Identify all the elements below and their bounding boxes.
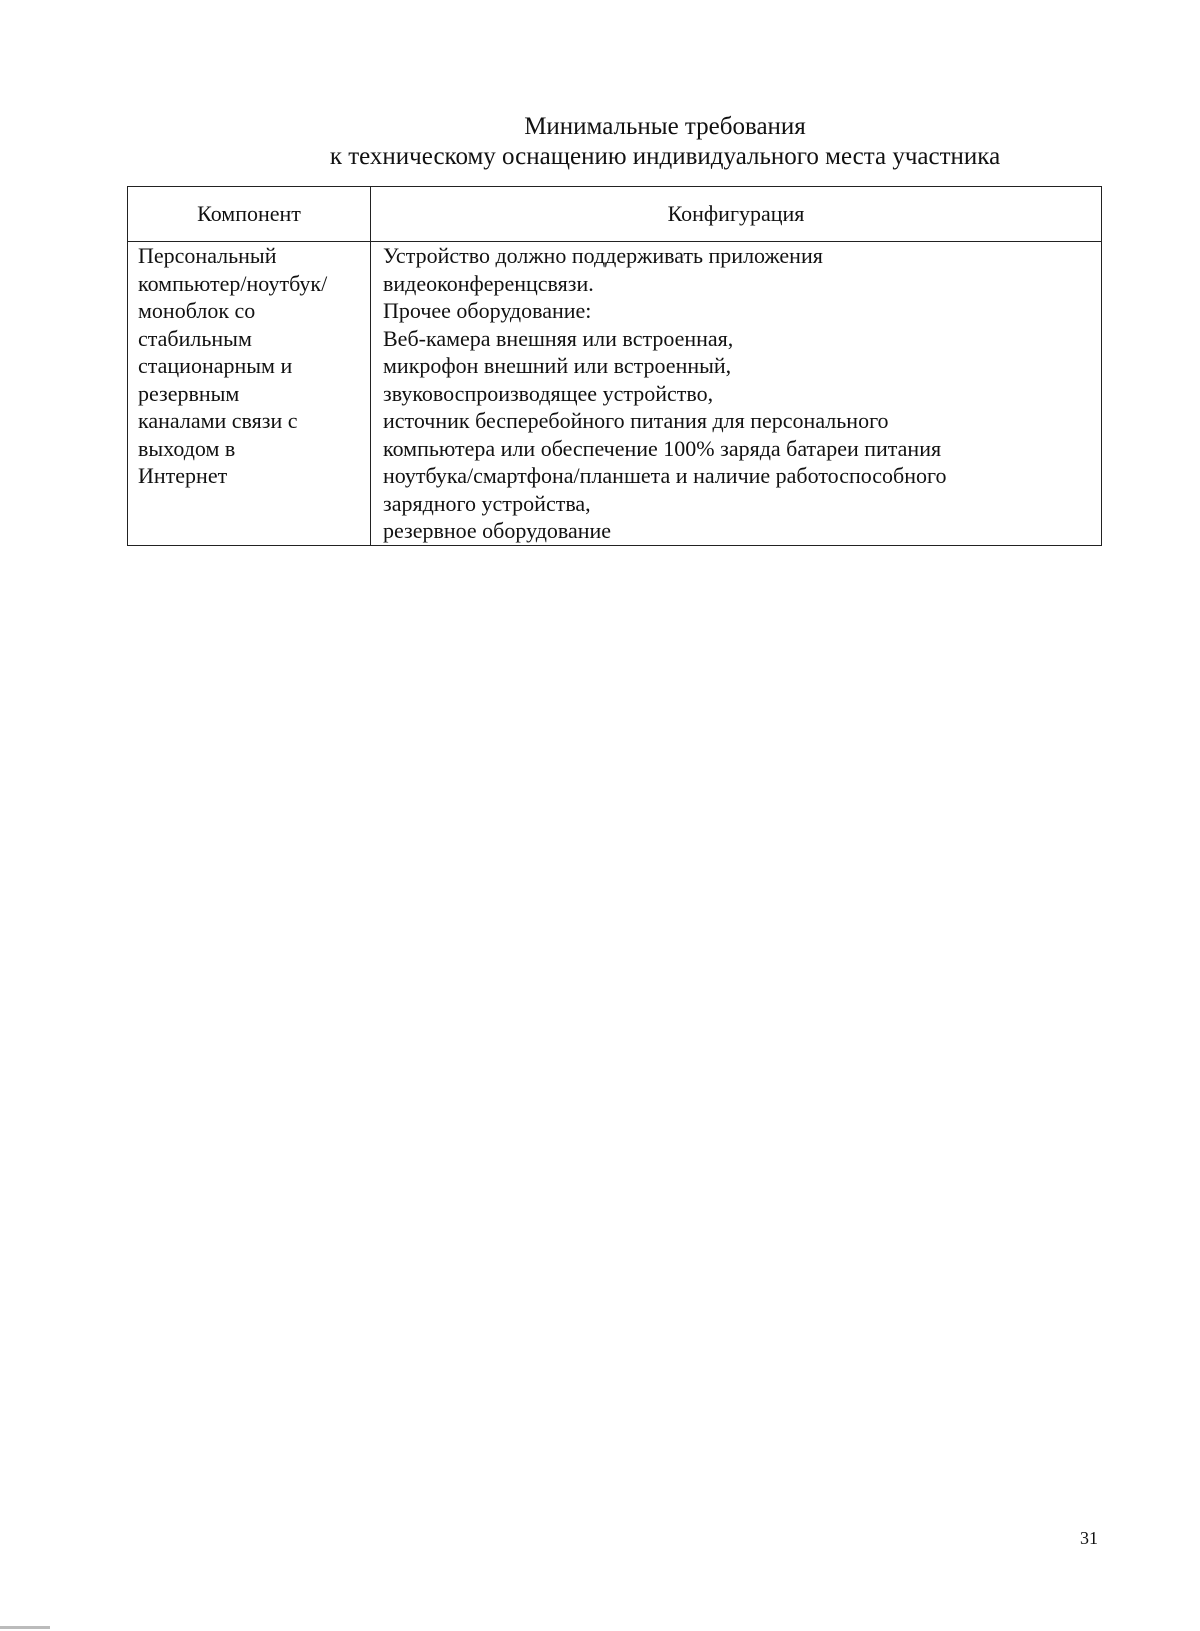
configuration-line: зарядного устройства, xyxy=(383,490,591,516)
requirements-table xyxy=(127,186,1102,546)
configuration-line: компьютера или обеспечение 100% заряда батареи питания xyxy=(383,435,942,461)
document-subtitle: к техническому оснащению индивидуального места участника xyxy=(329,143,1001,170)
component-line: моноблок со xyxy=(138,298,256,323)
page-number: 31 xyxy=(1080,1528,1098,1548)
configuration-line: источник бесперебойного питания для персонального xyxy=(383,408,889,433)
document-title: Минимальные требования xyxy=(524,113,806,140)
component-line: каналами связи с xyxy=(138,408,298,433)
component-cell xyxy=(128,242,371,546)
configuration-line: резервное оборудование xyxy=(383,518,612,543)
component-line: компьютер/ноутбук/ xyxy=(138,270,328,296)
configuration-line: микрофон внешний или встроенный, xyxy=(383,353,732,378)
component-line: стабильным xyxy=(138,325,252,351)
table-header-row xyxy=(128,187,1102,242)
header-configuration: Конфигурация xyxy=(371,187,1102,242)
scan-edge-mark xyxy=(0,1626,50,1629)
configuration-line: Веб-камера внешняя или встроенная, xyxy=(383,325,734,351)
configuration-cell xyxy=(371,242,1102,546)
header-component: Компонент xyxy=(128,187,371,242)
table-row xyxy=(128,242,1102,546)
component-line: Персональный xyxy=(138,243,277,268)
component-line: выходом в xyxy=(138,435,236,461)
component-line: стационарным и xyxy=(138,353,293,378)
component-line: Интернет xyxy=(138,463,228,488)
component-line: резервным xyxy=(138,380,240,406)
configuration-line: звуковоспроизводящее устройство, xyxy=(383,380,714,406)
configuration-line: видеоконференцсвязи. xyxy=(383,270,594,296)
configuration-line: Устройство должно поддерживать приложения xyxy=(383,243,823,268)
configuration-line: Прочее оборудование: xyxy=(383,298,592,323)
configuration-line: ноутбука/смартфона/планшета и наличие работоспособного xyxy=(383,463,947,488)
